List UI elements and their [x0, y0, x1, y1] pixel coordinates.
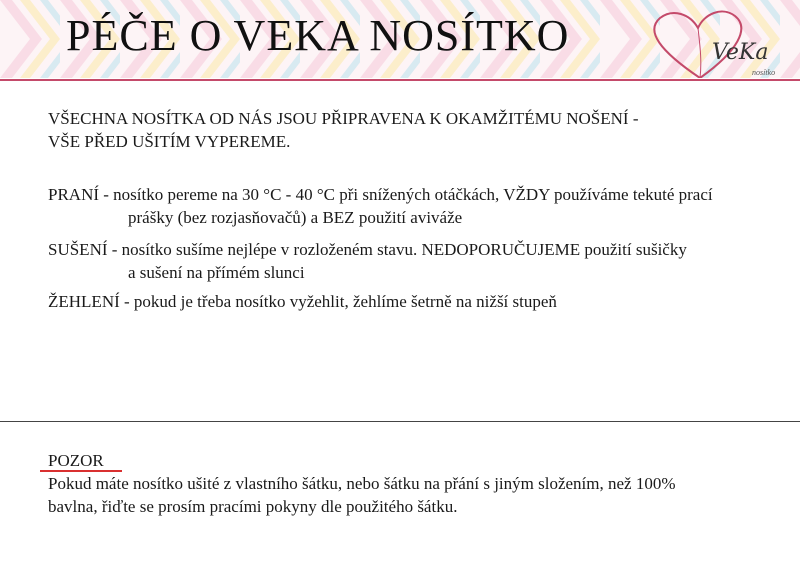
page-title: PÉČE O VEKA NOSÍTKO — [66, 11, 570, 60]
logo-text: VeKa — [712, 40, 769, 65]
care-drying — [48, 238, 778, 284]
section-divider — [0, 421, 800, 422]
warning-line-2: bavlna, řiďte se prosím pracími pokyny dle použitého šátku. — [48, 497, 458, 516]
care-washing — [48, 183, 778, 229]
care-ironing — [48, 290, 778, 313]
warning-text — [48, 472, 768, 518]
ironing-line-1: ŽEHLENÍ - pokud je třeba nosítko vyžehlit, žehlíme šetrně na nižší stupeň — [48, 292, 557, 311]
intro-line-2: VŠE PŘED UŠITÍM VYPEREME. — [48, 132, 291, 151]
logo-subtext: nosítko — [752, 68, 776, 77]
washing-line-2: prášky (bez rozjasňovačů) a BEZ použití aviváže — [128, 208, 463, 227]
washing-line-1: PRANÍ - nosítko pereme na 30 °C - 40 °C při snížených otáčkách, VŽDY používáme tekuté prací — [48, 185, 713, 204]
warning-line-1: Pokud máte nosítko ušité z vlastního šátku, nebo šátku na přání s jiným složením, než 100% — [48, 474, 676, 493]
intro-text — [48, 107, 758, 153]
drying-line-2: a sušení na přímém slunci — [128, 263, 305, 282]
header-banner — [0, 0, 800, 78]
intro-line-1: VŠECHNA NOSÍTKA OD NÁS JSOU PŘIPRAVENA K OKAMŽITÉMU NOŠENÍ - — [48, 109, 639, 128]
header-divider — [0, 79, 800, 81]
drying-line-1: SUŠENÍ - nosítko sušíme nejlépe v rozloženém stavu. NEDOPORUČUJEME použití sušičky — [48, 240, 687, 259]
warning-heading: POZOR — [48, 451, 104, 470]
